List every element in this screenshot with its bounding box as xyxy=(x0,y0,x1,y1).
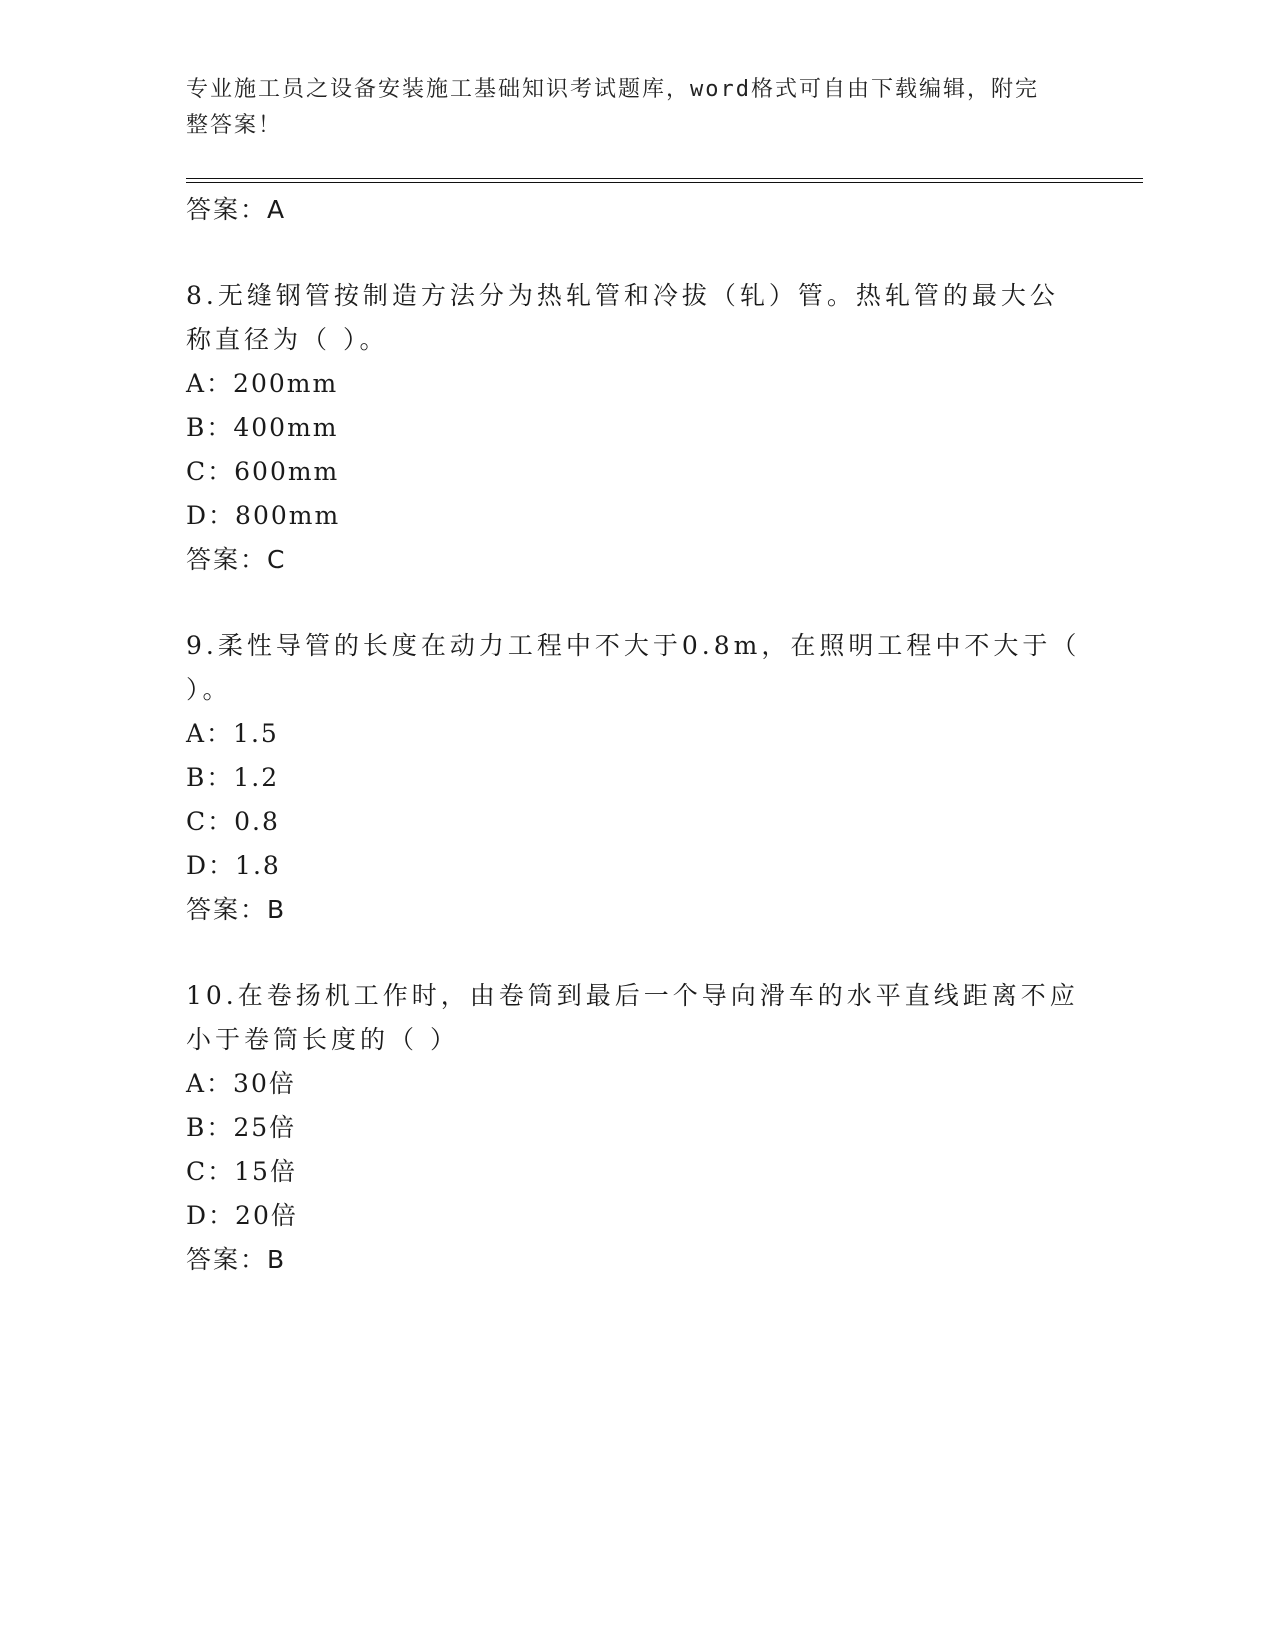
question-8-option-d: D：800mm xyxy=(186,501,341,530)
header-line-1: 专业施工员之设备安装施工基础知识考试题库，word格式可自由下载编辑，附完 xyxy=(186,77,1039,102)
question-10-answer: 答案：B xyxy=(186,1245,287,1274)
question-9-stem-line-2: ）。 xyxy=(186,675,232,704)
question-8-option-c: C：600mm xyxy=(186,457,340,486)
question-9-option-d: D：1.8 xyxy=(186,851,281,880)
question-8-stem-line-2: 称直径为（ ）。 xyxy=(186,325,389,354)
question-10-option-d: D：20倍 xyxy=(186,1201,298,1230)
question-9-option-a: A：1.5 xyxy=(186,719,279,748)
document-header xyxy=(186,72,1066,144)
question-10-stem-line-1: 10.在卷扬机工作时，由卷筒到最后一个导向滑车的水平直线距离不应 xyxy=(186,981,1079,1010)
question-9-answer: 答案：B xyxy=(186,895,287,924)
question-8-stem-line-1: 8.无缝钢管按制造方法分为热轧管和冷拔（轧）管。热轧管的最大公 xyxy=(186,281,1059,310)
question-9-option-b: B：1.2 xyxy=(186,763,280,792)
header-rule-bottom xyxy=(186,182,1143,183)
question-10-stem-line-2: 小于卷筒长度的（ ） xyxy=(186,1025,459,1054)
question-9-option-c: C：0.8 xyxy=(186,807,280,836)
question-9-stem-line-1: 9.柔性导管的长度在动力工程中不大于0.8m，在照明工程中不大于（ xyxy=(186,631,1081,660)
question-10-option-c: C：15倍 xyxy=(186,1157,297,1186)
previous-answer: 答案：A xyxy=(186,195,287,224)
question-8-option-b: B：400mm xyxy=(186,413,339,442)
question-10-option-a: A：30倍 xyxy=(186,1069,296,1098)
question-8-option-a: A：200mm xyxy=(186,369,339,398)
question-10-option-b: B：25倍 xyxy=(186,1113,297,1142)
question-8-answer: 答案：C xyxy=(186,545,287,574)
header-line-2: 整答案！ xyxy=(186,113,283,138)
header-rule-top xyxy=(186,178,1143,179)
